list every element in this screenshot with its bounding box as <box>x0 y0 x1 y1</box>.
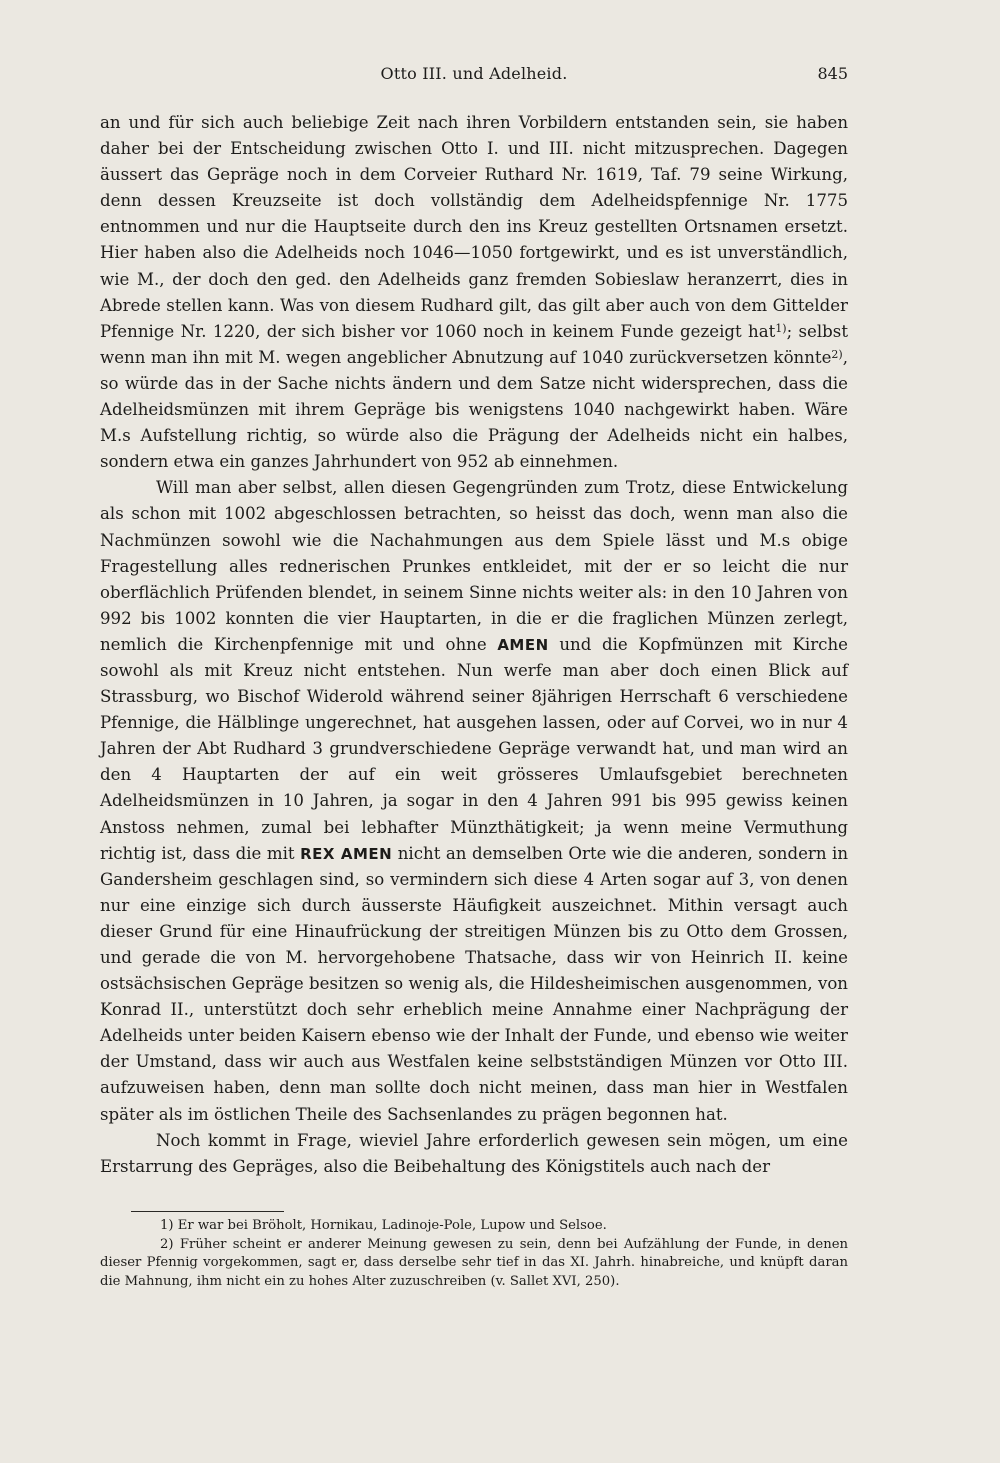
footnote-divider <box>131 1211 284 1212</box>
text-run: an und für sich auch beliebige Zeit nach ihren Vorbildern entstanden sein, sie haben daher bei der Entscheidung zwischen Otto I. und III. nicht mitzusprechen. Dagegen äussert das Gepräge noch in dem Corveier Ruthard Nr. 1619, Taf. 79 seine Wirkung, denn dessen Kreuzseite ist doch vollständig dem Adelheidspfennige Nr. 1775 entnommen und nur die Hauptseite durch den ins Kreuz gestellten Ortsnamen ersetzt. Hier haben also die Adelheids noch 1046—1050 fortgewirkt, und es ist unverständlich, wie M., der doch den ged. den Adelheids ganz fremden Sobieslaw heranzerrt, dies in Abrede stellen kann. Was von diesem Rudhard gilt, das gilt aber auch von dem Gittelder Pfennige Nr. 1220, der sich bisher vor 1060 noch in keinem Funde gezeigt hat <box>100 113 848 341</box>
text-run: nicht an demselben Orte wie die anderen, sondern in Gandersheim geschlagen sind, so vermindern sich diese 4 Arten sogar auf 3, von denen nur eine einzige sich durch äusserste Häufigkeit auszeichnet. Mithin versagt auch dieser Grund für eine Hinaufrückung der streitigen Münzen bis zu Otto dem Grossen, und gerade die von M. hervorgehobene Thatsache, dass wir von Heinrich II. keine ostsächsischen Gepräge besitzen so wenig als, die Hildesheimischen ausgenommen, von Konrad II., unterstützt doch sehr erheblich meine Annahme einer Nachprägung der Adelheids unter beiden Kaisern ebenso wie der Inhalt der Funde, und ebenso wie weiter der Umstand, dass wir auch aus Westfalen keine selbstständigen Münzen vor Otto III. aufzuweisen haben, denn man sollte doch nicht meinen, dass man hier in Westfalen später als im östlichen Theile des Sachsenlandes zu prägen begonnen hat. <box>100 843 849 1124</box>
paragraph <box>100 110 848 475</box>
footnote-reference: 1) <box>775 321 787 335</box>
text-run: , so würde das in der Sache nichts ändern und dem Satze nicht widersprechen, dass die Adelheidsmünzen mit ihrem Gepräge bis wenigstens 1040 nachgewirkt haben. Wäre M.s Aufstellung richtig, so würde also die Prägung der Adelheids nicht ein halbes, sondern etwa ein ganzes Jahrhundert von 952 ab einnehmen. <box>100 347 848 472</box>
footnote-reference: 2) <box>831 347 843 361</box>
coin-inscription: REX AMEN <box>300 844 393 863</box>
body-text <box>100 110 848 1180</box>
text-run: Noch kommt in Frage, wieviel Jahre erforderlich gewesen sein mögen, um eine Erstarrung des Gepräges, also die Beibehaltung des Königstitels auch nach der <box>100 1130 848 1176</box>
coin-inscription: AMEN <box>497 635 549 654</box>
text-run: Will man aber selbst, allen diesen Gegengründen zum Trotz, diese Entwickelung als schon mit 1002 abgeschlossen betrachten, so heisst das doch, wenn man also die Nachmünzen sowohl wie die Nachahmungen aus dem Spiele lässt und M.s obige Fragestellung alles rednerischen Prunkes entkleidet, mit der er so leicht die nur oberflächlich Prüfenden blendet, in seinem Sinne nichts weiter als: in den 10 Jahren von 992 bis 1002 konnten die vier Hauptarten, in die er die fraglichen Münzen zerlegt, nemlich die Kirchenpfennige mit und ohne <box>100 478 848 654</box>
running-head <box>100 64 848 88</box>
footnote: 2) Früher scheint er anderer Meinung gewesen zu sein, denn bei Aufzählung der Funde, in denen dieser Pfennig vorgekommen, sagt er, dass derselbe sehr tief in das XI. Jahrh. hinabreiche, und knüpft daran die Mahnung, ihm nicht ein zu hohes Alter zuzuschreiben (v. Sallet XVI, 250). <box>100 1236 848 1289</box>
text-run: ; selbst wenn man ihn mit M. wegen angeblicher Abnutzung auf 1040 zurückversetzen könnte <box>100 321 848 367</box>
footnotes <box>100 1217 848 1291</box>
footnote: 1) Er war bei Bröholt, Hornikau, Ladinoje-Pole, Lupow und Selsoe. <box>160 1218 607 1233</box>
text-run: und die Kopfmünzen mit Kirche sowohl als mit Kreuz nicht entstehen. Nun werfe man aber doch einen Blick auf Strassburg, wo Bischof Widerold während seiner 8jährigen Herrschaft 6 verschiedene Pfennige, die Hälblinge ungerechnet, hat ausgehen lassen, oder auf Corvei, wo in nur 4 Jahren der Abt Rudhard 3 grundverschiedene Gepräge verwandt hat, und man wird an den 4 Hauptarten der auf ein weit grösseres Umlaufsgebiet berechneten Adelheidsmünzen in 10 Jahren, ja sogar in den 4 Jahren 991 bis 995 gewiss keinen Anstoss nehmen, zumal bei lebhafter Münzthätigkeit; ja wenn meine Vermuthung richtig ist, dass die mit <box>100 634 848 863</box>
page-number: 845 <box>817 64 848 83</box>
running-title: Otto III. und Adelheid. <box>380 64 568 83</box>
paragraph <box>100 475 848 1127</box>
paragraph <box>100 1128 848 1180</box>
